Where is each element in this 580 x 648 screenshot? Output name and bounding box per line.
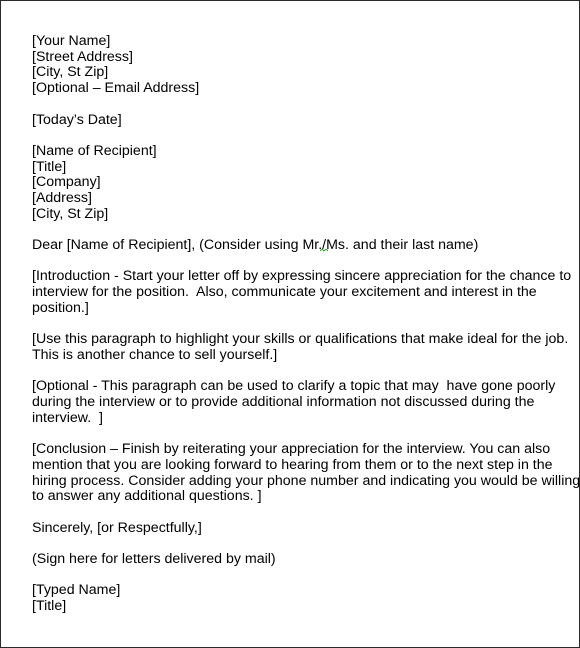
greeting-block — [32, 238, 572, 254]
sender-email: [Optional – Email Address] — [32, 80, 200, 97]
sender-city: [City, St Zip] — [32, 64, 109, 81]
date-block — [32, 113, 572, 129]
letter-body — [32, 33, 580, 631]
signature-block — [32, 552, 572, 568]
recipient-block — [32, 144, 572, 223]
conclusion-line-4: to answer any additional questions. ] — [32, 488, 262, 505]
recipient-name: [Name of Recipient] — [32, 142, 157, 159]
recipient-company: [Company] — [32, 174, 101, 191]
greeting-text-end: /Ms. and their last name) — [322, 237, 479, 254]
closing-line: Sincerely, [or Respectfully,] — [32, 519, 202, 536]
optional-line-3: interview. ] — [32, 409, 103, 426]
typed-block — [32, 583, 572, 614]
intro-line-1: [Introduction - Start your letter off by expressing sincere appreciation for the chance to — [32, 268, 572, 285]
sender-block — [32, 34, 572, 97]
intro-line-2: interview for the position. Also, communicate your excitement and interest in the — [32, 284, 537, 301]
skills-line-1: [Use this paragraph to highlight your skills or qualifications that make ideal for the job. — [32, 331, 569, 348]
recipient-address: [Address] — [32, 190, 92, 206]
sender-name: [Your Name] — [32, 33, 111, 49]
optional-line-2: during the interview or to provide additional information not discussed during the — [32, 394, 535, 411]
sender-street: [Street Address] — [32, 48, 133, 65]
conclusion-line-2: mention that you are looking forward to hearing from them or to the next step in the — [32, 456, 553, 473]
conclusion-paragraph — [32, 441, 580, 505]
optional-line-1: [Optional - This paragraph can be used to clarify a topic that may have gone poorly — [32, 378, 556, 395]
spellcheck-mark-icon — [320, 249, 328, 253]
recipient-city: [City, St Zip] — [32, 205, 109, 222]
closing-block — [32, 521, 572, 537]
recipient-title: [Title] — [32, 158, 67, 175]
greeting-text-start: Dear [Name of Recipient], (Consider using Mr. — [32, 237, 323, 254]
letter-date: [Today’s Date] — [32, 111, 122, 128]
intro-line-3: position.] — [32, 299, 89, 316]
skills-line-2: This is another chance to sell yourself.] — [32, 346, 278, 363]
skills-paragraph — [32, 332, 572, 363]
typed-name: [Typed Name] — [32, 582, 121, 599]
conclusion-line-3: hiring process. Consider adding your phone number and indicating you would be willing — [32, 472, 580, 489]
typed-title: [Title] — [32, 598, 67, 615]
signature-note: (Sign here for letters delivered by mail) — [32, 551, 276, 568]
optional-paragraph — [32, 379, 572, 426]
intro-paragraph — [32, 269, 572, 316]
conclusion-line-1: [Conclusion – Finish by reiterating your appreciation for the interview. You can also — [32, 441, 551, 458]
greeting-line — [32, 238, 572, 254]
